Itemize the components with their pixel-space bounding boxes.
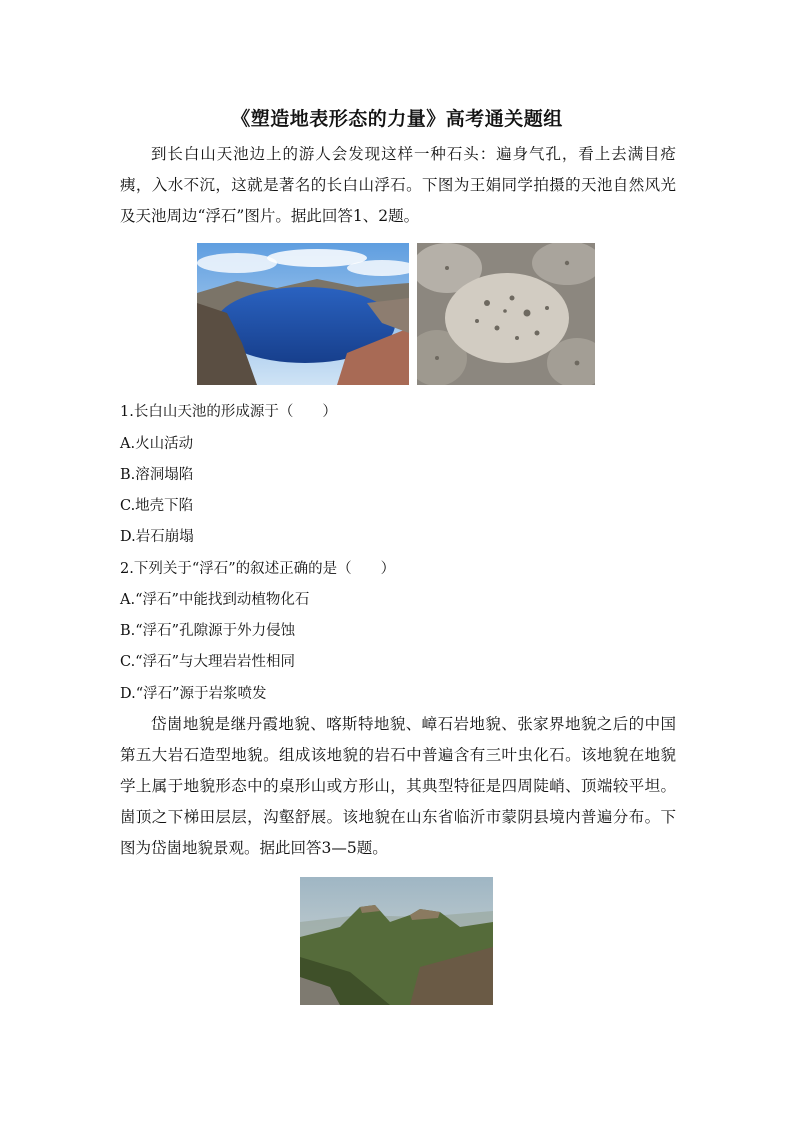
question-2-stem: 2.下列关于“浮石”的叙述正确的是（ ）	[120, 561, 396, 577]
question-1-option: A.火山活动	[120, 436, 194, 452]
question-1-option: B.溶洞塌陷	[120, 467, 194, 483]
pumice-stone-photo	[417, 243, 595, 385]
question-1-stem: 1.长白山天池的形成源于（ ）	[120, 404, 337, 420]
question-1-option: D.岩石崩塌	[120, 529, 194, 545]
question-2-option: B.“浮石”孔隙源于外力侵蚀	[120, 623, 296, 639]
question-1-option: C.地壳下陷	[120, 498, 194, 514]
question-2-option: A.“浮石”中能找到动植物化石	[120, 592, 310, 608]
question-2-option: D.“浮石”源于岩浆喷发	[120, 686, 267, 702]
tianchi-lake-photo	[197, 243, 409, 385]
intro-paragraph-2: 岱崮地貌是继丹霞地貌、喀斯特地貌、嶂石岩地貌、张家界地貌之后的中国第五大岩石造型地貌。组成该地貌的岩石中普遍含有三叶虫化石。该地貌在地貌学上属于地貌形态中的桌形山或方形山，其典型特征是四周陡峭、顶端较平坦。崮顶之下梯田层层，沟壑舒展。该地貌在山东省临沂市蒙阴县境内普遍分布。下图为岱崮地貌景观。据此回答3—5题。	[120, 715, 676, 857]
page-title: 《塑造地表形态的力量》高考通关题组	[231, 108, 563, 130]
intro-paragraph-1: 到长白山天池边上的游人会发现这样一种石头：遍身气孔，看上去满目疮痍，入水不沉，这就是著名的长白山浮石。下图为王娟同学拍摄的天池自然风光及天池周边“浮石”图片。据此回答1、2题。	[120, 145, 676, 225]
daigu-landform-photo	[300, 877, 493, 1005]
question-2-option: C.“浮石”与大理岩岩性相同	[120, 654, 296, 670]
